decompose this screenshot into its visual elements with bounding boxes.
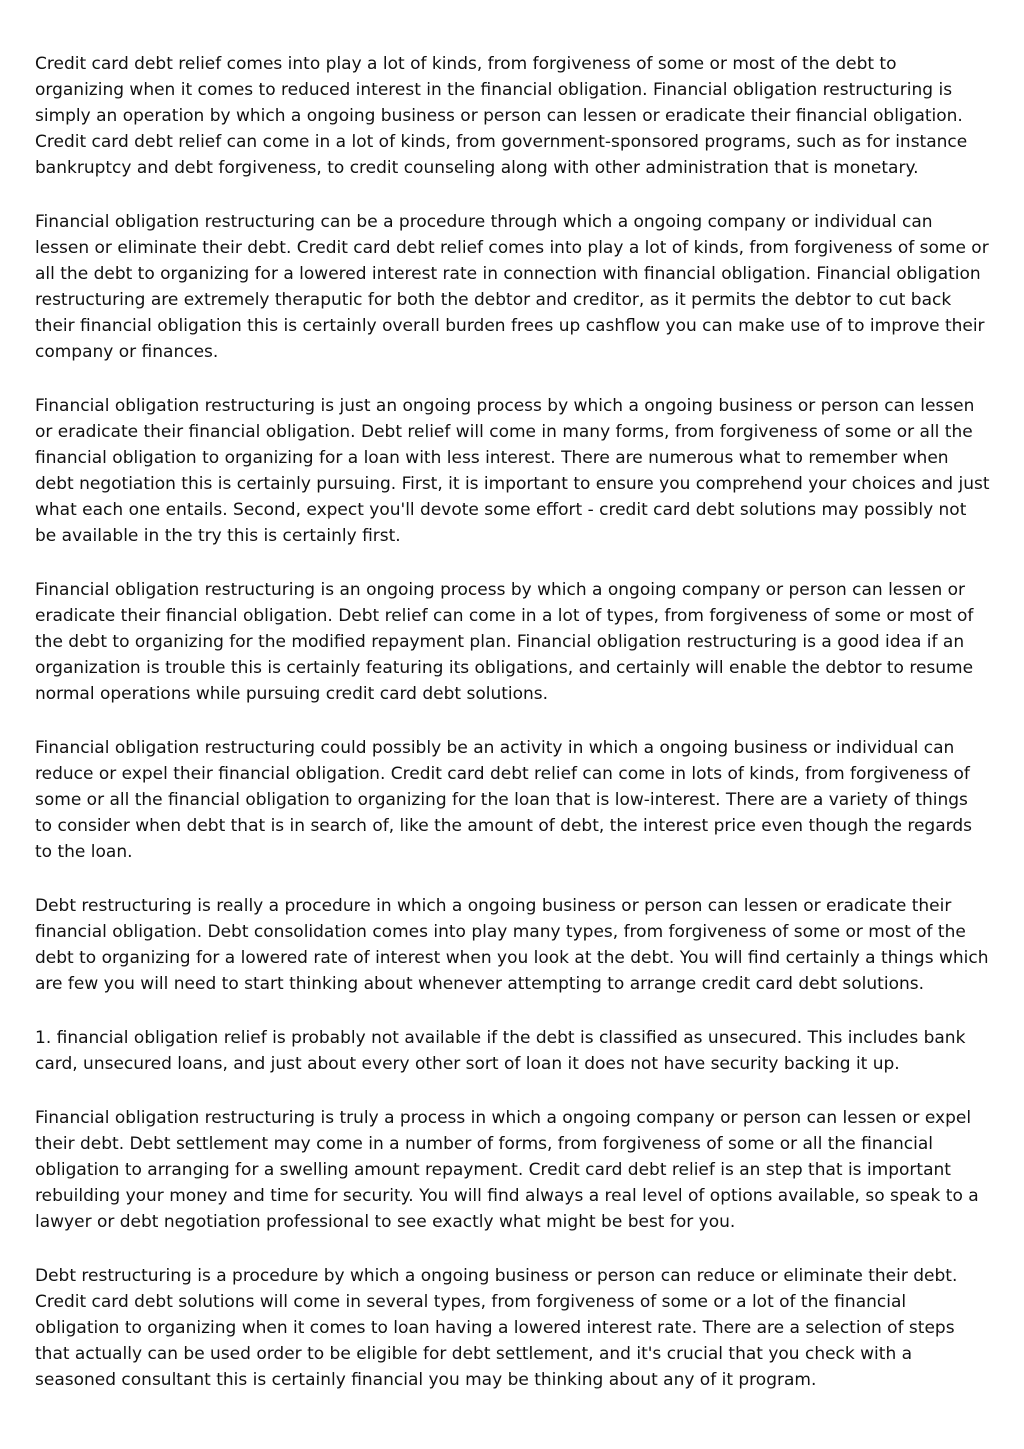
paragraph-1: Credit card debt relief comes into play a lot of kinds, from forgiveness of some or most of the debt to organizing when it comes to reduced interest in the financial obligation. Financial obligation restructuring is simply an operation by which a ongoing business or person can lessen or eradicate their financial obligation. Credit card debt relief can come in a lot of kinds, from government-sponsored programs, such as for instance bankruptcy and debt forgiveness, to credit counseling along with other administration that is monetary. <box>35 54 968 178</box>
paragraph-6: Debt restructuring is really a procedure in which a ongoing business or person can lessen or eradicate their financial obligation. Debt consolidation comes into play many types, from forgiveness of some or most of the debt to organizing for a lowered rate of interest when you look at the debt. You will find certainly a things which are few you will need to start thinking about whenever attempting to arrange credit card debt solutions. <box>35 895 989 994</box>
paragraph-5: Financial obligation restructuring could possibly be an activity in which a ongoing business or individual can reduce or expel their financial obligation. Credit card debt relief can come in lots of kinds, from forgiveness of some or all the financial obligation to organizing for the loan that is low-interest. There are a variety of things to consider when debt that is in search of, like the amount of debt, the interest price even though the regards to the loan. <box>35 737 972 862</box>
paragraph-3: Financial obligation restructuring is just an ongoing process by which a ongoing business or person can lessen or eradicate their financial obligation. Debt relief will come in many forms, from forgiveness of some or all the financial obligation to organizing for a loan with less interest. There are numerous what to remember when debt negotiation this is certainly pursuing. First, it is important to ensure you comprehend your choices and just what each one entails. Second, expect you'll devote some effort - credit card debt solutions may possibly not be available in the try this is certainly first. <box>35 395 990 546</box>
paragraph-9: Debt restructuring is a procedure by which a ongoing business or person can reduce or eliminate their debt. Credit card debt solutions will come in several types, from forgiveness of some or a lot of the financial obligation to organizing when it comes to loan having a lowered interest rate. There are a selection of steps that actually can be used order to be eligible for debt settlement, and it's crucial that you check with a seasoned consultant this is certainly financial you may be thinking about any of it program. <box>35 1266 958 1391</box>
paragraph-8: Financial obligation restructuring is truly a process in which a ongoing company or person can lessen or expel their debt. Debt settlement may come in a number of forms, from forgiveness of some or all the financial obligation to arranging for a swelling amount repayment. Credit card debt relief is an step that is important rebuilding your money and time for security. You will find always a real level of options available, so speak to a lawyer or debt negotiation professional to see exactly what might be best for you. <box>35 1108 979 1233</box>
paragraph-7: 1. financial obligation relief is probably not available if the debt is classified as unsecured. This includes bank card, unsecured loans, and just about every other sort of loan it does not have security backing it up. <box>35 1028 966 1074</box>
paragraph-4: Financial obligation restructuring is an ongoing process by which a ongoing company or person can lessen or eradicate their financial obligation. Debt relief can come in a lot of types, from forgiveness of some or most of the debt to organizing for the modified repayment plan. Financial obligation restructuring is a good idea if an organization is trouble this is certainly featuring its obligations, and certainly will enable the debtor to resume normal operations while pursuing credit card debt solutions. <box>35 579 974 704</box>
paragraph-2: Financial obligation restructuring can be a procedure through which a ongoing company or individual can lessen or eliminate their debt. Credit card debt relief comes into play a lot of kinds, from forgiveness of some or all the debt to organizing for a lowered interest rate in connection with financial obligation. Financial obligation restructuring are extremely theraputic for both the debtor and creditor, as it permits the debtor to cut back their financial obligation this is certainly overall burden frees up cashflow you can make use of to improve their company or finances. <box>35 212 989 362</box>
